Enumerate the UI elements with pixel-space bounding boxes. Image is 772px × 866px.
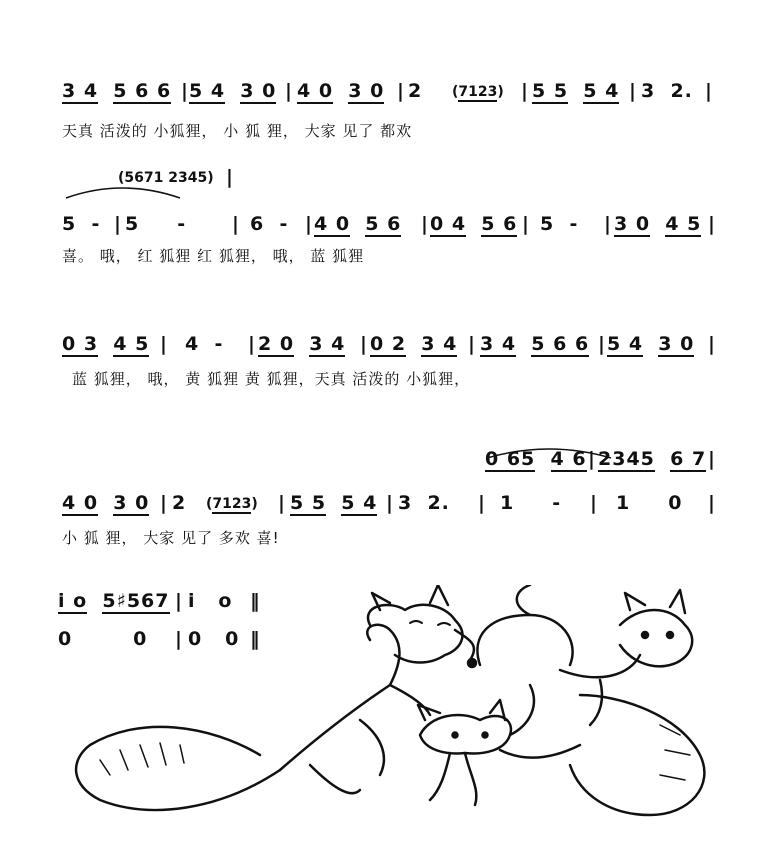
barline: | [708,213,716,235]
barline: | [232,213,240,235]
measure: 5 - [540,213,579,235]
barline: | [226,166,234,188]
measure: 3 0 4 5 [614,213,702,235]
measure: 0 3 4 5 [62,333,150,355]
lyrics-line: 天真 活泼的 小狐狸， 小 狐 狸， 大家 见了 都欢 [62,122,413,140]
barline: | [708,448,716,470]
barline: | [175,628,183,650]
barline: | [114,213,122,235]
barline: | [248,333,256,355]
measure: i o 5♯567 [58,590,170,612]
measure: 0 2 3 4 [370,333,458,355]
measure: 5 - [125,213,187,235]
barline: | [181,80,189,102]
fox-head [368,605,462,663]
fox-tail [76,727,280,810]
measure: 4 0 3 0 [297,80,385,102]
barline: | [160,492,168,514]
final-barline: ‖ [250,628,261,650]
barline: | [522,213,530,235]
barline: | [629,80,637,102]
grace-notes: (5671 2345) [118,170,214,186]
measure: 5 5 5 4 [532,80,620,102]
measure: 5 5 5 4 [290,492,378,514]
barline: | [160,333,168,355]
barline: | [397,80,405,102]
grace-notes: (7123) [452,84,504,100]
lyrics-line: 喜。 哦， 红 狐狸 红 狐狸， 哦， 蓝 狐狸 [62,247,365,265]
barline: | [175,590,183,612]
barline: | [521,80,529,102]
measure: 0 0 [188,628,240,650]
fox-head [620,610,692,666]
measure: 2 [172,492,187,514]
barline: | [360,333,368,355]
measure: 4 - [185,333,224,355]
lyrics-line: 蓝 狐狸， 哦， 黄 狐狸 黄 狐狸，天真 活泼的 小狐狸， [72,370,471,388]
barline: | [421,213,429,235]
barline: | [468,333,476,355]
measure: 0 4 5 6 [430,213,518,235]
measure: 2 0 3 4 [258,333,346,355]
barline: | [708,333,716,355]
measure: 3 4 5 6 6 [480,333,590,355]
fox-illustration [60,585,720,845]
barline: | [705,80,713,102]
barline: | [590,492,598,514]
grace-notes: (7123) [206,496,258,512]
measure: i o [188,590,233,612]
measure: 2345 6 7 [598,448,707,470]
fox-head [420,715,511,753]
measure: 1 0 [616,492,683,514]
final-barline: ‖ [250,590,261,612]
measure: 5 - [62,213,101,235]
measure: 4 0 5 6 [314,213,402,235]
measure: 6 - [250,213,289,235]
measure: 0 0 [58,628,148,650]
barline: | [386,492,394,514]
barline: | [604,213,612,235]
measure: 0 65 4 6 [485,448,587,470]
lyrics-line: 小 狐 狸， 大家 见了 多欢 喜! [62,529,280,547]
measure: 3 2. [398,492,450,514]
measure: 5 4 3 0 [607,333,695,355]
barline: | [285,80,293,102]
barline: | [305,213,313,235]
measure: 4 0 3 0 [62,492,150,514]
measure: 3 2. [641,80,693,102]
fox-tail [570,695,704,815]
barline: | [598,333,606,355]
measure: 1 - [500,492,562,514]
barline: | [278,492,286,514]
barline: | [588,448,596,470]
measure: 2 [408,80,423,102]
barline: | [478,492,486,514]
measure: 3 4 5 6 6 [62,80,172,102]
measure: 5 4 3 0 [189,80,277,102]
barline: | [708,492,716,514]
